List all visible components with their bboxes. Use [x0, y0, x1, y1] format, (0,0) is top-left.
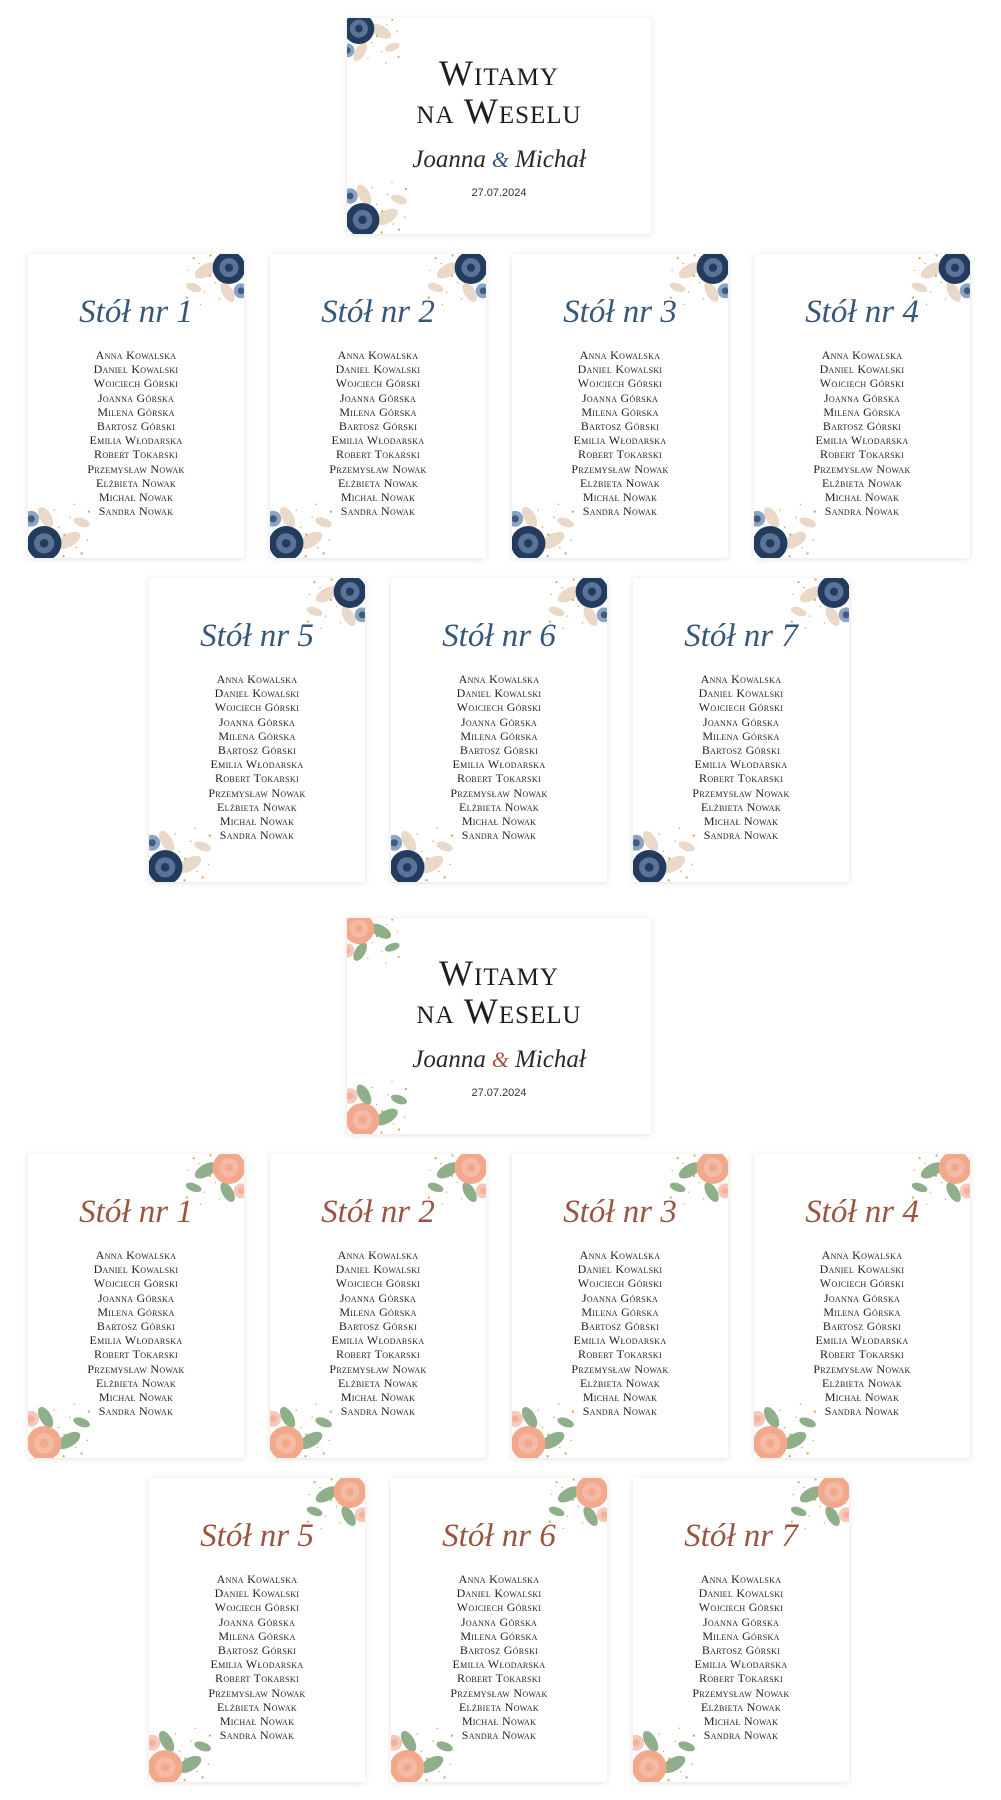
welcome-title-line2: na Weselu — [416, 991, 582, 1031]
guest-name: Daniel Kowalski — [93, 1262, 179, 1277]
guest-name: Joanna Górska — [702, 714, 780, 729]
guest-name: Bartosz Górski — [701, 1643, 781, 1658]
table-title: Stół nr 7 — [684, 618, 798, 654]
guest-name: Sandra Nowak — [340, 1404, 416, 1419]
guest-name: Przemysław Nowak — [692, 785, 790, 800]
guest-list — [149, 1572, 365, 1742]
guest-name: Anna Kowalska — [458, 1572, 540, 1586]
table-title: Stół nr 2 — [321, 1194, 435, 1230]
guest-name: Daniel Kowalski — [698, 686, 784, 701]
guest-name: Sandra Nowak — [98, 1404, 174, 1419]
guest-name: Robert Tokarski — [699, 1671, 783, 1686]
guest-name: Robert Tokarski — [457, 771, 541, 786]
table-title: Stół nr 7 — [684, 1518, 798, 1554]
table-title: Stół nr 6 — [442, 1518, 556, 1554]
guest-name: Michał Nowak — [461, 814, 537, 829]
guest-list — [754, 1248, 970, 1418]
guest-name: Wojciech Górski — [819, 376, 905, 391]
guest-name: Bartosz Górski — [96, 1319, 176, 1334]
guest-name: Joanna Górska — [460, 1614, 538, 1629]
guest-name: Robert Tokarski — [699, 771, 783, 786]
guest-name: Milena Górska — [339, 1304, 417, 1319]
guest-name: Przemysław Nowak — [813, 1361, 911, 1376]
guest-name: Bartosz Górski — [580, 419, 660, 434]
table-card-peach-1 — [28, 1154, 244, 1458]
table-card-navy-5 — [149, 578, 365, 882]
guest-name: Robert Tokarski — [820, 447, 904, 462]
guest-name: Sandra Nowak — [461, 828, 537, 843]
guest-name: Bartosz Górski — [822, 1319, 902, 1334]
guest-name: Emilia Włodarska — [815, 433, 909, 448]
guest-name: Milena Górska — [97, 1304, 175, 1319]
guest-name: Elżbieta Nowak — [96, 475, 176, 490]
guest-name: Anna Kowalska — [95, 1248, 177, 1262]
table-card-peach-4 — [754, 1154, 970, 1458]
guest-name: Emilia Włodarska — [694, 1657, 788, 1672]
guest-name: Robert Tokarski — [215, 1671, 299, 1686]
couple-names — [347, 146, 651, 174]
guest-name: Wojciech Górski — [698, 1600, 784, 1615]
guest-name: Anna Kowalska — [216, 1572, 298, 1586]
guest-name: Emilia Włodarska — [331, 433, 425, 448]
guest-name: Robert Tokarski — [820, 1347, 904, 1362]
guest-name: Milena Górska — [581, 1304, 659, 1319]
table-title: Stół nr 3 — [563, 294, 677, 330]
guest-list — [512, 1248, 728, 1418]
ampersand: & — [491, 1047, 509, 1072]
guest-name: Elżbieta Nowak — [96, 1375, 176, 1390]
guest-name: Daniel Kowalski — [335, 362, 421, 377]
guest-name: Michał Nowak — [340, 1390, 416, 1405]
table-title: Stół nr 4 — [805, 1194, 919, 1230]
guest-name: Przemysław Nowak — [329, 1361, 427, 1376]
guest-name: Wojciech Górski — [335, 376, 421, 391]
guest-name: Elżbieta Nowak — [338, 475, 418, 490]
guest-list — [28, 348, 244, 518]
guest-name: Bartosz Górski — [459, 743, 539, 758]
guest-name: Joanna Górska — [218, 714, 296, 729]
guest-name: Wojciech Górski — [819, 1276, 905, 1291]
table-card-navy-7 — [633, 578, 849, 882]
table-card-navy-3 — [512, 254, 728, 558]
table-card-peach-7 — [633, 1478, 849, 1782]
table-title: Stół nr 6 — [442, 618, 556, 654]
guest-name: Robert Tokarski — [336, 447, 420, 462]
guest-list — [28, 1248, 244, 1418]
guest-name: Robert Tokarski — [94, 447, 178, 462]
table-card-navy-2 — [270, 254, 486, 558]
guest-name: Elżbieta Nowak — [217, 799, 297, 814]
guest-name: Bartosz Górski — [217, 743, 297, 758]
guest-name: Wojciech Górski — [577, 1276, 663, 1291]
guest-name: Daniel Kowalski — [214, 1586, 300, 1601]
guest-name: Sandra Nowak — [703, 828, 779, 843]
guest-name: Sandra Nowak — [340, 504, 416, 519]
guest-list — [633, 672, 849, 842]
welcome-card-navy — [347, 18, 651, 234]
guest-name: Wojciech Górski — [456, 700, 542, 715]
guest-name: Joanna Górska — [823, 390, 901, 405]
welcome-title — [347, 954, 651, 1030]
guest-name: Emilia Włodarska — [210, 1657, 304, 1672]
table-title: Stół nr 5 — [200, 1518, 314, 1554]
welcome-title — [347, 54, 651, 130]
guest-name: Elżbieta Nowak — [338, 1375, 418, 1390]
guest-name: Joanna Górska — [460, 714, 538, 729]
guest-name: Anna Kowalska — [337, 1248, 419, 1262]
guest-name: Anna Kowalska — [700, 672, 782, 686]
guest-name: Michał Nowak — [703, 814, 779, 829]
guest-name: Emilia Włodarska — [89, 1333, 183, 1348]
bride-name: Joanna — [412, 146, 486, 173]
guest-name: Anna Kowalska — [579, 1248, 661, 1262]
guest-name: Sandra Nowak — [703, 1728, 779, 1743]
ampersand: & — [491, 147, 509, 172]
guest-name: Michał Nowak — [219, 1714, 295, 1729]
guest-name: Bartosz Górski — [338, 1319, 418, 1334]
guest-name: Joanna Górska — [339, 390, 417, 405]
guest-name: Anna Kowalska — [821, 348, 903, 362]
guest-name: Robert Tokarski — [578, 1347, 662, 1362]
guest-name: Wojciech Górski — [214, 700, 300, 715]
guest-name: Wojciech Górski — [214, 1600, 300, 1615]
guest-name: Anna Kowalska — [700, 1572, 782, 1586]
floral-corner-bottom-left-icon — [347, 1068, 413, 1134]
guest-name: Anna Kowalska — [337, 348, 419, 362]
guest-name: Joanna Górska — [702, 1614, 780, 1629]
guest-name: Daniel Kowalski — [819, 1262, 905, 1277]
guest-name: Robert Tokarski — [457, 1671, 541, 1686]
guest-name: Daniel Kowalski — [335, 1262, 421, 1277]
wedding-date: 27.07.2024 — [471, 187, 527, 199]
guest-name: Emilia Włodarska — [694, 757, 788, 772]
guest-name: Wojciech Górski — [335, 1276, 421, 1291]
guest-name: Milena Górska — [218, 728, 296, 743]
guest-name: Przemysław Nowak — [87, 461, 185, 476]
guest-list — [754, 348, 970, 518]
guest-name: Elżbieta Nowak — [701, 1699, 781, 1714]
table-title: Stół nr 5 — [200, 618, 314, 654]
table-card-peach-6 — [391, 1478, 607, 1782]
guest-name: Robert Tokarski — [215, 771, 299, 786]
guest-name: Michał Nowak — [582, 1390, 658, 1405]
guest-name: Michał Nowak — [98, 490, 174, 505]
guest-name: Sandra Nowak — [219, 828, 295, 843]
guest-name: Michał Nowak — [98, 1390, 174, 1405]
floral-corner-bottom-left-icon — [347, 168, 413, 234]
guest-name: Przemysław Nowak — [692, 1685, 790, 1700]
guest-name: Emilia Włodarska — [452, 757, 546, 772]
guest-name: Emilia Włodarska — [573, 433, 667, 448]
guest-name: Sandra Nowak — [824, 1404, 900, 1419]
guest-name: Robert Tokarski — [336, 1347, 420, 1362]
guest-name: Michał Nowak — [582, 490, 658, 505]
guest-name: Michał Nowak — [219, 814, 295, 829]
guest-name: Przemysław Nowak — [571, 461, 669, 476]
table-card-peach-3 — [512, 1154, 728, 1458]
welcome-title-line1: Witamy — [439, 53, 559, 93]
table-card-peach-2 — [270, 1154, 486, 1458]
guest-name: Emilia Włodarska — [89, 433, 183, 448]
guest-name: Anna Kowalska — [216, 672, 298, 686]
guest-name: Przemysław Nowak — [329, 461, 427, 476]
guest-list — [512, 348, 728, 518]
guest-name: Milena Górska — [460, 1628, 538, 1643]
couple-names — [347, 1046, 651, 1074]
table-card-navy-1 — [28, 254, 244, 558]
guest-list — [149, 672, 365, 842]
table-title: Stół nr 1 — [79, 1194, 193, 1230]
guest-name: Bartosz Górski — [459, 1643, 539, 1658]
groom-name: Michał — [514, 1046, 586, 1073]
guest-name: Daniel Kowalski — [577, 1262, 663, 1277]
table-card-peach-5 — [149, 1478, 365, 1782]
table-card-navy-4 — [754, 254, 970, 558]
guest-name: Milena Górska — [702, 1628, 780, 1643]
guest-name: Wojciech Górski — [93, 376, 179, 391]
guest-name: Daniel Kowalski — [698, 1586, 784, 1601]
guest-name: Elżbieta Nowak — [217, 1699, 297, 1714]
guest-name: Przemysław Nowak — [813, 461, 911, 476]
guest-name: Bartosz Górski — [580, 1319, 660, 1334]
guest-list — [270, 348, 486, 518]
guest-name: Przemysław Nowak — [571, 1361, 669, 1376]
guest-name: Daniel Kowalski — [577, 362, 663, 377]
guest-name: Bartosz Górski — [217, 1643, 297, 1658]
guest-name: Bartosz Górski — [701, 743, 781, 758]
guest-name: Anna Kowalska — [579, 348, 661, 362]
guest-name: Wojciech Górski — [577, 376, 663, 391]
guest-list — [391, 1572, 607, 1742]
guest-name: Milena Górska — [97, 404, 175, 419]
guest-name: Elżbieta Nowak — [459, 1699, 539, 1714]
guest-name: Sandra Nowak — [582, 504, 658, 519]
guest-name: Elżbieta Nowak — [580, 1375, 660, 1390]
welcome-title-line2: na Weselu — [416, 91, 582, 131]
guest-name: Sandra Nowak — [582, 1404, 658, 1419]
guest-name: Joanna Górska — [581, 1290, 659, 1305]
guest-name: Emilia Włodarska — [210, 757, 304, 772]
guest-name: Elżbieta Nowak — [459, 799, 539, 814]
guest-name: Joanna Górska — [218, 1614, 296, 1629]
guest-name: Joanna Górska — [97, 390, 175, 405]
welcome-title-line1: Witamy — [439, 953, 559, 993]
guest-name: Milena Górska — [581, 404, 659, 419]
guest-name: Joanna Górska — [339, 1290, 417, 1305]
guest-name: Daniel Kowalski — [456, 686, 542, 701]
guest-name: Wojciech Górski — [93, 1276, 179, 1291]
guest-name: Joanna Górska — [581, 390, 659, 405]
guest-name: Michał Nowak — [461, 1714, 537, 1729]
guest-list — [633, 1572, 849, 1742]
guest-name: Joanna Górska — [97, 1290, 175, 1305]
guest-name: Daniel Kowalski — [819, 362, 905, 377]
guest-list — [391, 672, 607, 842]
guest-name: Robert Tokarski — [578, 447, 662, 462]
guest-name: Elżbieta Nowak — [701, 799, 781, 814]
guest-name: Przemysław Nowak — [450, 785, 548, 800]
table-title: Stół nr 3 — [563, 1194, 677, 1230]
bride-name: Joanna — [412, 1046, 486, 1073]
guest-name: Milena Górska — [702, 728, 780, 743]
guest-name: Elżbieta Nowak — [822, 1375, 902, 1390]
guest-name: Daniel Kowalski — [214, 686, 300, 701]
guest-name: Przemysław Nowak — [208, 785, 306, 800]
guest-name: Anna Kowalska — [821, 1248, 903, 1262]
guest-name: Michał Nowak — [703, 1714, 779, 1729]
guest-name: Anna Kowalska — [458, 672, 540, 686]
guest-name: Emilia Włodarska — [573, 1333, 667, 1348]
guest-name: Bartosz Górski — [96, 419, 176, 434]
guest-name: Michał Nowak — [824, 1390, 900, 1405]
guest-name: Przemysław Nowak — [450, 1685, 548, 1700]
guest-name: Bartosz Górski — [338, 419, 418, 434]
groom-name: Michał — [514, 146, 586, 173]
guest-name: Sandra Nowak — [219, 1728, 295, 1743]
guest-name: Sandra Nowak — [824, 504, 900, 519]
guest-name: Sandra Nowak — [98, 504, 174, 519]
guest-name: Emilia Włodarska — [815, 1333, 909, 1348]
guest-name: Milena Górska — [823, 1304, 901, 1319]
guest-name: Daniel Kowalski — [456, 1586, 542, 1601]
guest-name: Milena Górska — [823, 404, 901, 419]
guest-list — [270, 1248, 486, 1418]
guest-name: Przemysław Nowak — [87, 1361, 185, 1376]
guest-name: Daniel Kowalski — [93, 362, 179, 377]
guest-name: Wojciech Górski — [698, 700, 784, 715]
welcome-card-peach — [347, 918, 651, 1134]
guest-name: Emilia Włodarska — [452, 1657, 546, 1672]
guest-name: Wojciech Górski — [456, 1600, 542, 1615]
table-title: Stół nr 4 — [805, 294, 919, 330]
guest-name: Elżbieta Nowak — [822, 475, 902, 490]
guest-name: Emilia Włodarska — [331, 1333, 425, 1348]
wedding-date: 27.07.2024 — [471, 1087, 527, 1099]
table-card-navy-6 — [391, 578, 607, 882]
guest-name: Joanna Górska — [823, 1290, 901, 1305]
guest-name: Michał Nowak — [340, 490, 416, 505]
guest-name: Elżbieta Nowak — [580, 475, 660, 490]
guest-name: Robert Tokarski — [94, 1347, 178, 1362]
table-title: Stół nr 1 — [79, 294, 193, 330]
table-title: Stół nr 2 — [321, 294, 435, 330]
guest-name: Przemysław Nowak — [208, 1685, 306, 1700]
guest-name: Milena Górska — [460, 728, 538, 743]
guest-name: Michał Nowak — [824, 490, 900, 505]
guest-name: Sandra Nowak — [461, 1728, 537, 1743]
guest-name: Anna Kowalska — [95, 348, 177, 362]
guest-name: Bartosz Górski — [822, 419, 902, 434]
guest-name: Milena Górska — [218, 1628, 296, 1643]
guest-name: Milena Górska — [339, 404, 417, 419]
